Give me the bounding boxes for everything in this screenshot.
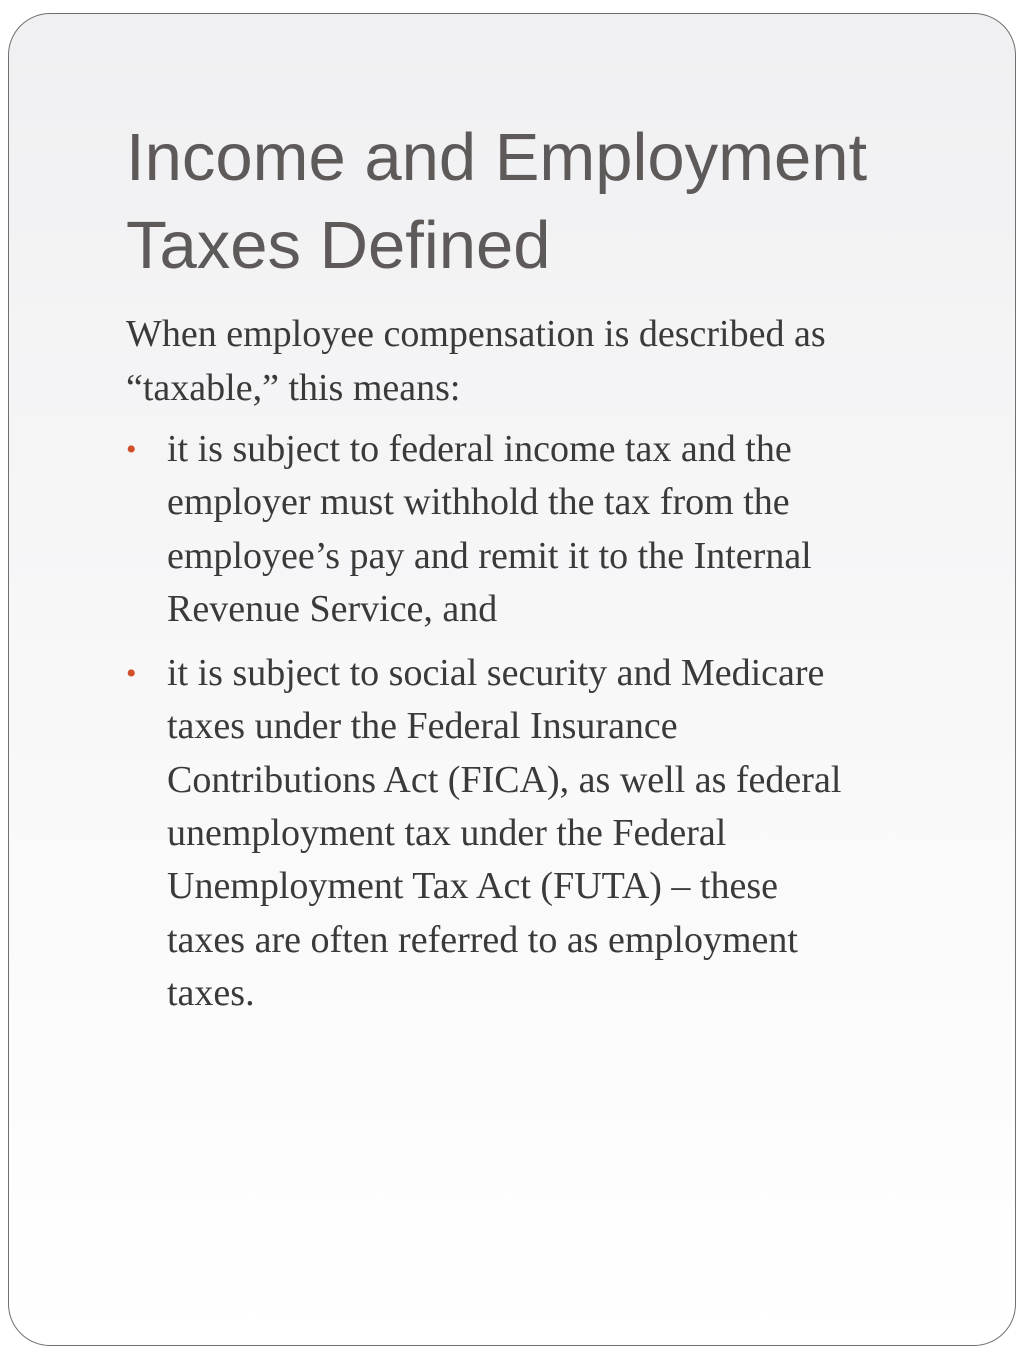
bullet-2-line-7: taxes. — [167, 971, 255, 1014]
slide-title — [126, 114, 1006, 290]
slide — [8, 13, 1016, 1346]
bullet-2-line-5: Unemployment Tax Act (FUTA) – these — [167, 865, 778, 908]
title-line-1: Income and Employment — [126, 120, 868, 195]
bullet-2-line-4: unemployment tax under the Federal — [167, 812, 727, 855]
intro-paragraph — [126, 307, 966, 415]
bullet-1-line-3: employee’s pay and remit it to the Internal — [167, 534, 812, 577]
bullet-2-line-6: taxes are often referred to as employment — [167, 918, 798, 961]
slide-body — [126, 307, 966, 1031]
bullet-2-line-3: Contributions Act (FICA), as well as federal — [167, 758, 842, 801]
bullet-dot-icon: • — [126, 657, 137, 691]
title-line-2: Taxes Defined — [126, 208, 551, 283]
bullet-list — [126, 423, 966, 1020]
bullet-item-employment-tax — [126, 647, 966, 1020]
intro-line-1: When employee compensation is described as — [126, 313, 826, 355]
bullet-dot-icon: • — [126, 433, 137, 466]
bullet-1-line-1: it is subject to federal income tax and the — [167, 428, 792, 470]
bullet-1-line-4: Revenue Service, and — [167, 587, 498, 630]
bullet-2-line-2: taxes under the Federal Insurance — [167, 705, 678, 748]
intro-line-2: “taxable,” this means: — [126, 367, 461, 409]
bullet-2-line-1: it is subject to social security and Medicare — [167, 652, 825, 695]
bullet-item-income-tax — [126, 423, 966, 636]
bullet-1-line-2: employer must withhold the tax from the — [167, 481, 790, 524]
